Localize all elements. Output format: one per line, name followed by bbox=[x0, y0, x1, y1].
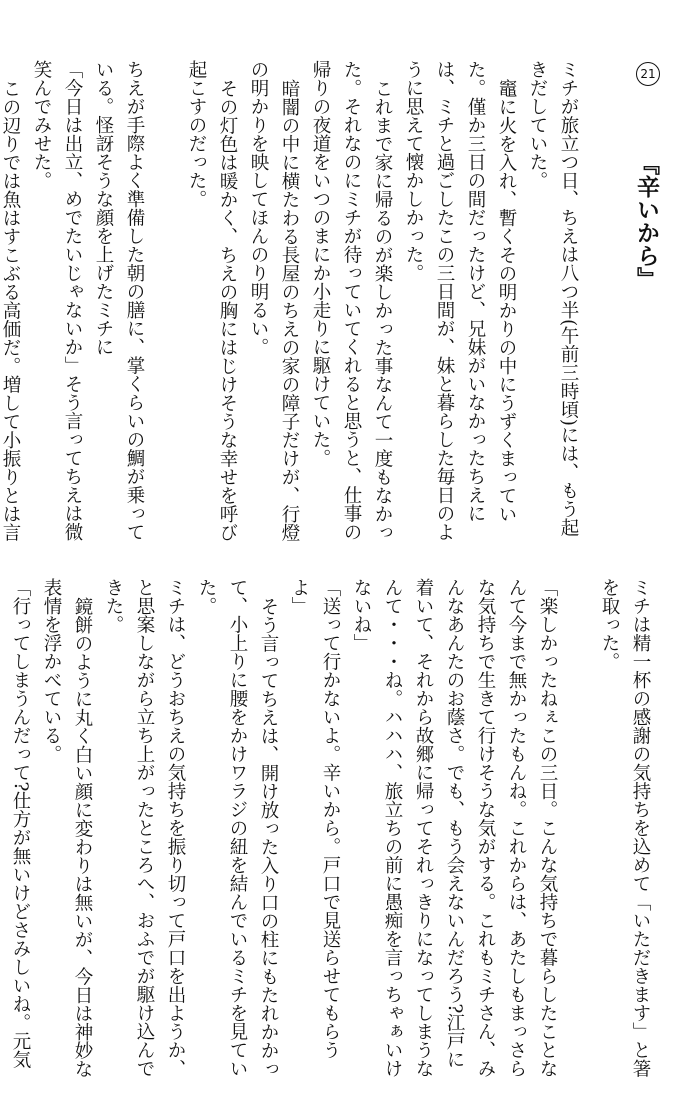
paragraph: これまで家に帰るのが楽しかった事なんて一度もなかった。それなのにミチが待っていてくれると思うと、仕事の帰りの夜道をいつのまにか小走りに駆けていた。 bbox=[310, 60, 393, 541]
paragraph: 「送って行かないよ。辛いから。戸口で見送らせてもらうよ」 bbox=[289, 578, 341, 1059]
upper-text-block bbox=[0, 60, 584, 555]
lower-text-block bbox=[10, 578, 656, 1083]
paragraph: 「今日は出立、めでたいじゃないか」そう言ってちえは微笑んでみせた。 bbox=[31, 60, 83, 541]
paragraph: ちえが手際よく準備した朝の膳に、掌くらいの鯛が乗っている。怪訝そうな顔を上げたミチに bbox=[93, 60, 145, 541]
paragraph: 「楽しかったねぇこの三日。こんな気持ちで暮らしたことなんて今まで無かったもんね。これからは、あたしもまっさらな気持ちで生きて行けそうな気がする。これもミチさん、みんなあんたのお蔭さ。でも、もう会えないんだろう?江戸に着いて、それから故郷に帰ってそれっきりになってしまうなんて・・・ね。ハハハ、旅立ちの前に愚痴を言っちゃぁいけないね」 bbox=[351, 578, 558, 1078]
paragraph: 鏡餅のように丸く白い顔に変わりは無いが、今日は神妙な表情を浮かべている。 bbox=[41, 578, 93, 1078]
paragraph: 「行ってしまうんだって?仕方が無いけどさみしいね。元気 bbox=[10, 578, 31, 1069]
paragraph: 竈に火を入れ、暫くその明かりの中にうずくまっていた。僅か三日の間だったけど、兄妹がいなかったちえには、ミチと過ごしたこの三日間が、妹と暮らした毎日のように思えて懐かしかった。 bbox=[403, 60, 517, 541]
paragraph: ミチが旅立つ日、ちえは八つ半(午前三時頃)には、もう起きだしていた。 bbox=[527, 60, 579, 537]
episode-title: 『辛いから』 bbox=[633, 152, 660, 290]
paragraph: ミチは精一杯の感謝の気持ちを込めて「いただきます」と箸を取った。 bbox=[599, 578, 651, 1078]
episode-number: 21 bbox=[636, 62, 660, 86]
paragraph: ミチは、どうおちえの気持ちを振り切って戸口を出ようか、と思案しながら立ち上がったところへ、おふでが駆け込んできた。 bbox=[103, 578, 186, 1078]
paragraph: その灯色は暖かく、ちえの胸にはじけそうな幸せを呼び起こすのだった。 bbox=[186, 60, 238, 541]
paragraph: 暗闇の中に横たわる長屋のちえの家の障子だけが、行燈の明かりを映してほんのり明るい。 bbox=[248, 60, 300, 541]
paragraph: そう言ってちえは、開け放った入り口の柱にもたれかかって、小上りに腰をかけワラジの紐を結んでいるミチを見ていた。 bbox=[196, 578, 279, 1078]
paragraph: この辺りでは魚はすこぶる高価だ。増して小振りとは言 bbox=[0, 78, 21, 541]
